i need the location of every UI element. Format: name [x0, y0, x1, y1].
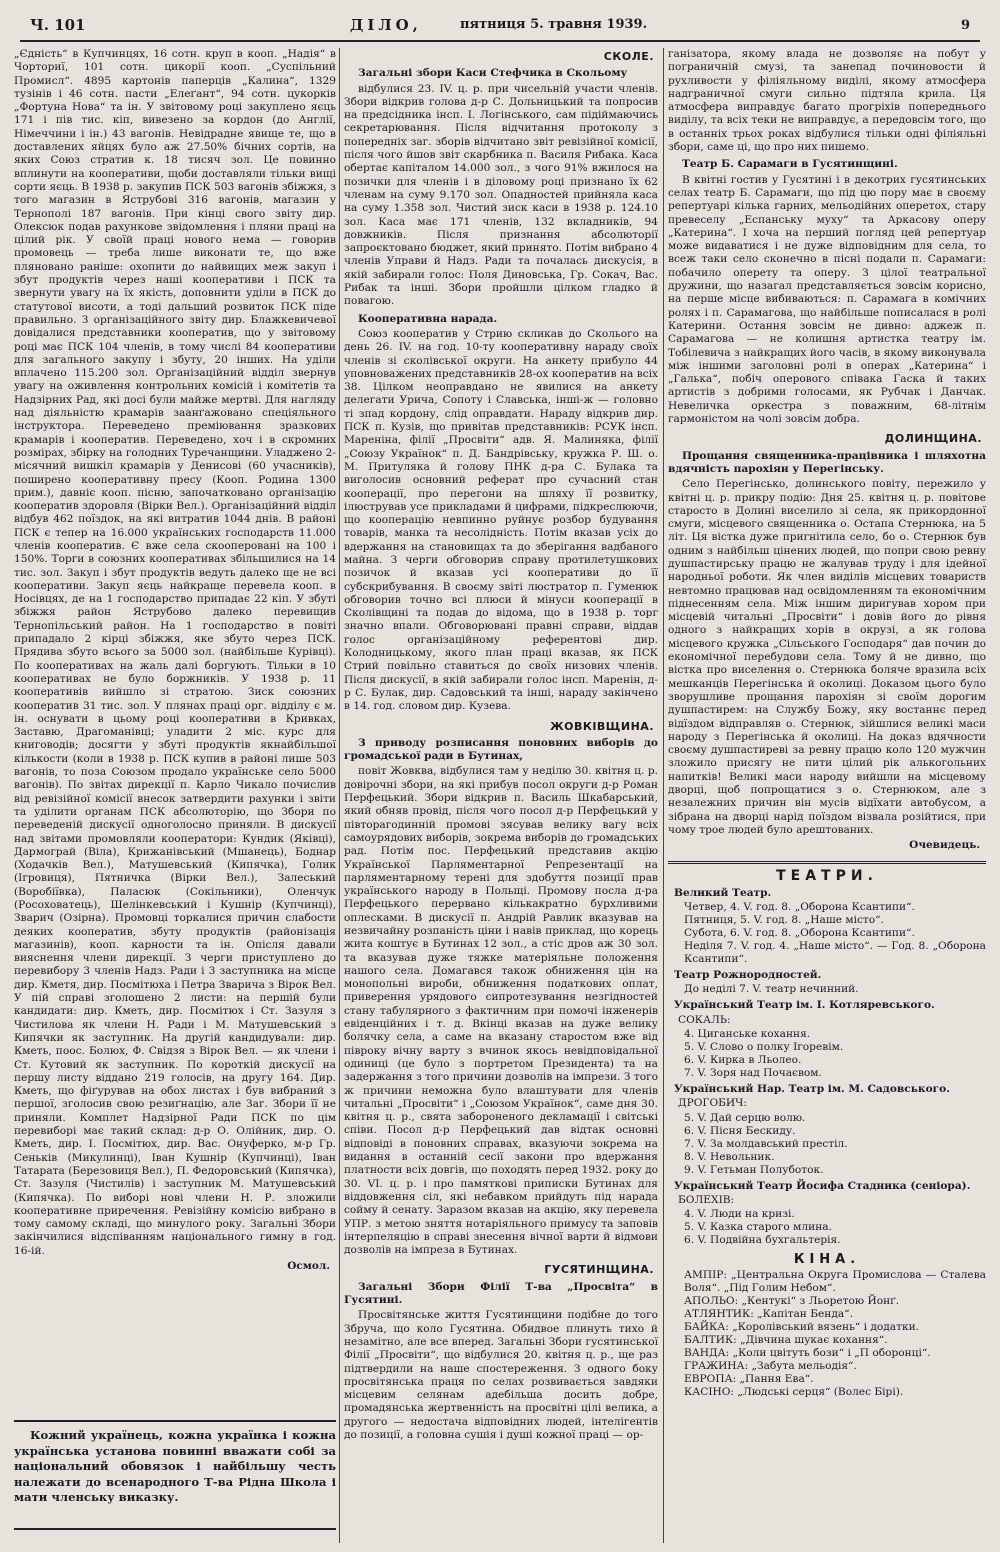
section-heading-dolynshchyna: ДОЛИНЩИНА.: [884, 432, 982, 446]
cinema-line: ГРАЖИНА: „Забута мельодія“.: [684, 1360, 857, 1373]
article-subheading: Театр Б. Сарамаги в Гусятинщині.: [682, 158, 898, 171]
theatres-listing: [668, 861, 986, 1400]
article-paragraph: „Єдність“ в Купчинцях, 16 сотн. круп в кооп. „Надія“ в Чорториї, 101 сотн. цикорії кооп. „Суспільний Промисл“. 4895 картонів паперців „Калина“, 1329 тузінів і 46 сотн. пасти „Елеґант“, 94 сотн. цукорків „Фортуна Нова“ та ін. У звітовому році закуплено яєць 171 і пів тис. кіп, вивезено за кордон (до Англії, Німеччини і ін.) 43 вагонів. Невідрадне явище те, що в доставлених яйцях було аж 27.50% бічних сортів, на яких Союз стратив к. 18 тисяч зол. Це повинно вплинути на кооперативи, щоби доставляли тільки вищі сорти яєць. В 1938 р. закупив ПСК 503 вагонів збіжжя, з того магазин в Яструбові 316 вагонів, магазин у Тернополі 187 вагонів. При кінці свого звіту дир. Олексюк подав рахункове звідомлення і пляни праці на цілий рік. У своїй праці нового нема — говорив промовець — треба лише виконати те, що вже пляновано раніше: охопити до найвищих меж закуп і збут продуктів через наші кооперативи і ПСК та звернути увагу на їх якість, доповнити уділи в ПСК до статутової висоти, а тоді дальший розвиток ПСК піде правильно. З організаційного звіту дир. Блажкевичевої довідалися представники кооператив, що у звітовому році має ПСК 104 членів, в тому числі 84 кооперативи для загального закупу і збуту, 20 інших. На уділи вплачено 115.200 зол. Організаційний відділ звернув увагу на оживлення контрольних комісій і комітетів та Надзірних Рад, які досі були майже мертві. Для нагляду над діяльністю крамарів заанґажовано спеціяльного інструктора. Переведено преміювання зразкових крамарів і кооператив. Переведено, хоч і в скромних розмірах, збірку на голодних Туречанщини. Уладжено 2-місячний вишкіл крамарів у Денисові (60 учасників), поширено кооперативну пресу (Кооп. Родина 1300 прим.), давніє кооп. пісню, започатковано організацію кооператив здоровля (Вірки Вел.). Організаційний відділ відбув 462 поїздок, на які витратив 1044 днів. В районі ПСК є тепер на 16.000 українських господарств 11.000 членів кооператив. Є вже села скооперовані на 100 і 150%. Торги в союзних кооперативах збільшилися на 14 тис. зол. Закуп і збут продуктів ведуть далеко ще не всі кооперативи. Закуп яєць найкраще перевела кооп. в Носівцях, де на 1 господарство припадає 22 кіп. У збуті збіжжя район Яструбово далеко перевищив Тернопільський район. На 1 господарство в повіті припадало 2 кірці збіжжя, яке збуто через ПСК. Прядива збуто всього за 5000 зол. (найбільше Курівці). По кооперативах на жаль далі боргують. Тільки в 10 кооперативах не було боржників. У 1938 р. 11 кооперативів вийшло зі стратою. Зиск союзних кооператив 31 тис. зол. У плянах праці орг. відділу є м. ін. оснувати в цьому році кооперативи в Кривках, Заставю, Драгоманівці; уладити 2 міс. курс для книговодів; досягти у збуті продуктів якнайбільшої кількости (коли в 1938 р. ПСК купив в районі лише 503 вагонів, то поза Союзом продало українське село 5000 вагонів). По звітах дирекції п. Карло Чикало почислив від ревізійної комісії внесок затвердити рахунки і звіти та уділити органам ПСК абсолюторію, що Збори по переведеній дискусії одноголосно приняли. В дискусії над звітами промовляли кооператори: Кундик (Яківці), Дармограй (Віла), Крижанівський (Мшанець), Боднар (Ходачків Вел.), Матушевський (Кипячка), Голик (Ігровиця), Пятничка (Вірки Вел.), Залеський (Воробіївка), Паласюк (Сокільники), Оленчук (Росоховатець), Шелінкевський і Кушнір (Купчинці), Зварич (Озірна). Промовці торкалися причин слабости деяких кооператив, збуту продуктів (районізація магазинів), кооп. карности та ін. Опісля давали вияснення члени дирекції. З черги приступлено до перевибору 3 членів Надз. Ради і 3 заступника на місце дир. Кметя, дир. Посмітюха і Петра Зварича з Вірок Вел. У пій справі зголошено 2 листи: на першій були кандидати: дир. Кметь, дир. Посмітюх і Ст. Зазуля з Чистилова як члени Н. Ради і М. Матушевський з Кипячки як заступник. На другій кандидували: дир. Кметь, поос. Болюх, Ф. Свідзя з Вірок Вел. — як члени і Ст. Кутовий як заступник. По короткій дискусії на першу листу віддано 219 голосів, на другу 164. Дир. Кметь, що фіґурував на обох листах і був вибраний з першої, зголосив свою резиґнацію, але Заг. Збори її не приняли. Комплет Надзірної Ради ПСК по цім перевиборі має такий склад: д-р О. Олійник, дир. О. Кметь, дир. І. Посмітюх, дир. Вас. Онуферко, м-р Гр. Сеньків (Микулинці), Іван Кушнір (Купчинці), Іван Татарата (Березовиця Вел.), П. Федоровський (Кипячка), Ст. Зазуля (Чистилів) і заступник М. Матушевський (Кипячка). По виборі нові члени Н. Р. зложили кооперативне приречення. Ревізійну комісію вибрано в тому самому складі, що минулого року. Загальні Збори закінчилися відспіванням національного гимну в год. 16-ій.: [14, 48, 336, 1257]
show-line: 6. V. Кирка в Льолео.: [684, 1054, 802, 1066]
theatre-city: ДРОГОБИЧ:: [678, 1097, 747, 1110]
newspaper-title: ДІЛО,: [350, 16, 422, 34]
show-line: 9. V. Гетьман Полуботок.: [684, 1163, 824, 1176]
article-signature: Осмол.: [287, 1260, 330, 1273]
cinema-line: КАСІНО: „Людські серця“ (Волес Бірі).: [684, 1386, 904, 1399]
section-heading-skole: СКОЛЕ.: [603, 50, 654, 63]
show-line: 8. V. Невольник.: [684, 1150, 775, 1163]
article-paragraph: В квітні гостив у Гусятині і в декотрих гусятинських селах театр Б. Сарамаги, що під цю пору має в своєму репертуарі кілька гарних, мельодійних оперетох, стару превеселу „Еспанську муху“ та Аркасову оперу „Катерина“. І хоча на перший погляд цей репертуар може видаватися і не дуже відповідним для села, то всеж таки село сконечно в пісні подали п. Сарамаги: побачило оперету та оперу. З цілої театральної дружини, що назагал представляється зовсім корисно, на перше місце вибиваються: п. Сарамага в комічних ролях і п. Сарамагова, що найбільше пописалася в ролі Катерини. Остання зовсім не дивно: аджеж п. Сарамагова — не колишня артистка театру ім. Тобілевича з найкращих його часів, в якому виконувала між іншими заголовні ролі в операх „Катерина“ і „Галька“, побіч оперового співака Гаска й таких артистів з добрими голосами, як Рубчак і Данчак. Невеличка оркестра з поважним, 68-літнім гармоністом на чолі зовсім добра.: [668, 173, 986, 426]
show-line: 7. V. Зоря над Почаєвом.: [684, 1067, 822, 1079]
cinema-line: ВАНДА: „Коли цвітуть бози“ і „П оборонці“.: [684, 1347, 931, 1360]
show-line: Четвер, 4. V. год. 8. „Оборона Ксантипи“.: [684, 901, 915, 914]
column-1: [14, 48, 336, 1418]
article-paragraph: відбулися 23. IV. ц. р. при чисельній участи членів. Збори відкрив голова д-р С. Дольницький та попросив на предсідника інсп. І. Логінського, сам підіймаючись секретарювання. Після відчитання протоколу з попередніх заг. зборів відчитано звіт ревізійної комісії, після чого йшов звіт скарбника п. Василя Рибака. Каса обертає капіталом 14.000 зол., з чого 91% вжилося на позички для членів і в діловому році признано їх 62 членам на суму 9.170 зол. Опадностей прийняла каса на суму 1.358 зол. Чистий зиск каси в 1938 р. 124.10 зол. Каса має 171 членів, 132 вкладників, 94 довжників. Після признання абсолюторії запроєктовано бюджет, який принято. Потім вибрано 4 членів Управи й Надз. Ради та почалась дискусія, в якій забирали голос: Поля Диновська, Гр. Сокач, Вас. Рибак та інші. Збори пройшли цілком гладко й повагою.: [344, 82, 658, 308]
rodna-shkola-appeal: [14, 1420, 336, 1530]
show-line: 4. Циганське кохання.: [684, 1028, 811, 1040]
column-rule-2: [663, 48, 664, 1543]
issue-number: Ч. 101: [30, 16, 86, 34]
show-line: 5. V. Дай серцю волю.: [684, 1111, 806, 1124]
article-paragraph: Село Перегінсько, долинського повіту, пережило у квітні ц. р. прикру подію: Дня 25. квітня ц. р. повітове старосто в Долині виселило зі села, як прикордонної смуги, місцевого священника о. Остапа Стернюка, на 5 літ. Ця вістка дуже пригнітила село, бо о. Стернюк був одним з найбільш цінених людей, що попри свою ревну душпастирську працю не жалував труду і для ідейної народньої роботи. Як член виділів місцевих товариств невтомно працював над освідомленням та економічним піднесенням села. Між іншим диригував хором при місцевій читальні „Просвіти“ і довів його до рівня одного з найкращих хорів в окрузі, а як голова місцевого кружка „Сільського Господаря“ дав почин до економічної перебудови села. Тому й не дивно, що вістка про виселення о. Стернюка боляче вразила всіх мешканців Перегінська й околиці. Доказом цього було зворушливе прощання парохіян зі своїм дорогим душпастирем: на Службу Божу, яку востаннє перед відїздом відправляв о. Стернюк, зійшлися великі маси народу з Перегінська й околиці. На доказ вдячности своєму душпастиреві за ревну працю коло 120 мужчин зложило присягу не пити цілий рік алькогольних напитків! Великі маси народу вийшли на місцевому дворці, щоб попрощатися з о. Стернюком, але з незалежних причин він мусів відїхати автобусом, а зібрана на дворці нарід поїздом візвала розійтися, при чому трое людей було арештованих.: [668, 478, 986, 836]
article-subheading: З приводу розписання поновних виборів до громадської ради в Бутинах,: [344, 736, 658, 763]
show-line: 5. V. Слово о полку Ігоревім.: [684, 1041, 844, 1053]
cinema-line: БАЛТИК: „Дівчина шукає кохання“.: [684, 1334, 888, 1347]
column-2: [344, 48, 658, 1548]
theatre-city: БОЛЕХІВ:: [678, 1193, 735, 1206]
theatre-venue: Театр Рожнородностей.: [674, 969, 822, 982]
show-line: 6. V. Подвійна бухгальтерія.: [684, 1234, 841, 1247]
cinema-line: АМПІР: „Центральна Округа Промислова — Сталева Воля“. „Під Голим Небом“.: [684, 1269, 986, 1295]
show-line: До неділі 7. V. театр нечинний.: [684, 983, 859, 996]
show-line: 5. V. Казка старого млина.: [684, 1221, 832, 1234]
section-heading-zhovkivshchyna: ЖОВКІВЩИНА.: [550, 719, 654, 733]
article-paragraph: Союз кооператив у Стрию скликав до Сколього на день 26. IV. на год. 10-ту кооперативну нараду своїх членів зі сколівської округи. На анкету прибуло 44 уповноважених представників 28-ох кооператив на всіх 38. Цілком неоправдано не явилися на анкету делегати Урича, Сопоту і Славська, інші-ж — головно ті зпад кордону, слід оправдати. Нараду відкрив дир. ПСК п. Кузів, що привітав представників: РСУК інсп. Мареніна, філії „Просвіти“ адв. Я. Малиняка, філії „Союзу Українок“ п. Д. Бандрівську, кружка Р. Ш. о. М. Притуляка й голову ПНК д-ра С. Булака та виголосив основний реферат про сучасний стан кооперації, про перегони на шляху її розвитку, ілюстрував усе прикладами й цифрами, підкреслюючи, що кооперацію невпинно руйнує розбор будування товарів, манка та несолідність. Потім вказав усіх до вдержання на становищах та до зберігання вадбаного майна. З черги обговорив справу протилетушкових позичок й вказав усі кооперативи до її субскрибування. В своєму звіті люстратор п. Гуменюк обговорив точно всі плюси й мінуси кооперації в Сколівщині та подав до відома, що в 1938 р. торг значно впали. Обговорювані правні справи, віддав голос організаційному референтові дир. Колодницькому, якого план праці вказав, як ПСК Стрий повільно ставиться до своїх низових членів. Після дискусії, в якій забирали голос інсп. Маренін, д-р С. Булак, дир. Садовський та інші, нараду закінчено в 14. год. словом дир. Кузева.: [344, 327, 658, 713]
cinemas-title: КІНА.: [793, 1252, 861, 1268]
show-line: Неділя 7. V. год. 4. „Наше місто“. — Год. 8. „Оборона Ксантипи“.: [684, 940, 986, 966]
article-subheading: Кооперативна нарада.: [358, 312, 498, 325]
show-line: 4. V. Люди на кризі.: [684, 1208, 795, 1221]
page-number: 9: [960, 18, 970, 33]
cinema-line: АТЛЯНТИК: „Капітан Бенда“.: [684, 1308, 853, 1321]
show-line: 7. V. За молдавський престіл.: [684, 1137, 848, 1150]
article-subheading: Прощання священника-працівника і шляхотна вдячність парохіян у Перегінську.: [668, 449, 986, 475]
article-paragraph: ганізатора, якому влада не дозволяє на побут у пограничній смузі, та занепад починовости й рухливости у філіяльному виділі, якому атмосфера надграничної смуги сильно підтяла крила. Ця атмосфера виправдує багато прогріхів попереднього виділу, та всіх теки не виправдує, а передовсім того, що в останніх трьох роках відбулися тільки одні філіяльні збори, саме ці, що про них пишемо.: [668, 48, 986, 154]
theatre-venue: Український Нар. Театр ім. М. Садовського.: [674, 1083, 950, 1095]
cinema-line: БАЙКА: „Королівський вязень“ і додатки.: [684, 1321, 920, 1334]
article-signature: Очевидець.: [909, 839, 980, 852]
show-line: Субота, 6. V. год. 8. „Оборона Ксантипи“.: [684, 927, 915, 940]
theatre-city: СОКАЛЬ:: [678, 1013, 731, 1026]
section-heading-husiatynshchyna: ГУСЯТИНЩИНА.: [544, 1263, 654, 1277]
theatres-title: ТЕАТРИ.: [776, 867, 878, 884]
article-paragraph: Просвітянське життя Гусятинщини подібне до того Збруча, що коло Гусятина. Обидвое плинуть тихо й незамітно, але все вперед. Загальні Збори гусятинської Філії „Просвіти“, що відбулися 20. квітня ц. р., ще раз підтвердили на наше спостереження. З одного боку просвітянська праця по селах розвивається завдяки місцевим селянам адебільша досить добре, промадянська жертвенність на просвітні цілі велика, а другого — недостача відповідних людей, інтелігентів до позиції, а головна сушія і душі кожної праці — ор-: [344, 1309, 658, 1441]
article-paragraph: повіт Жовква, відбулися там у неділю 30. квітня ц. р. довірочні збори, на які прибув посол округи д-р Роман Перфецький. Збори відкрив п. Василь Шкабарський, який обняв провід, після чого посол д-р Перфецький у півторагодинній промові зясував велику вагу всіх самоурядових виборів, зокрема виборів до громадських рад. Потім пос. Перфецький представив акцію Української Парляментарної Репрезентації на парляментарному терені для здобуття позиції прав українського народу в Польщі. Промову посла д-ра Перфецького перервано кількакратно бурхливими оплесками. В дискусії п. Андрій Равлик вказував на незвичайну розпаність ціни і навів приклад, що корець жита коштує в Бутинах 12 зол., а стіс дров аж 30 зол. та вказував дуже тяжке матеріяльне положення нашого села. Домагався також обниження цін на монопольні вироби, обниження податкових оплат, приверення урядового сипротезування незгідностей стану табулярного з фактичним при помочі інженерів евіденційних і т. д. Вкінці вказав на дуже велику болячку села, а саме на вказану старостом вже від півроку вічну варту з вчинок якось невідповідальної одиниці (це було з портретом Президента) та на задержання з того причини дозволів на імпрези. З того ж причини неможна було влаштувати для членів читальні „Просвіти“ і „Союзом Українок“, саме дня 30. квітня ц. р., свята забороненого декламації і світські співи. Посол д-р Перфецький дав відтак основні відповіді в поновних справах, вказуючи зокрема на видання в останній сесії закони про вдержання платности всіх довгів, що походять перед 1932. року до 30. VI. ц. р. і про памяткові приписки Бутинах для віддовження сіл, які небавком прийдуть під нарада сойму й сенату. Заразом вказав на акцію, яку перевела УПР. з метою зняття нотаріяльного примусу та заповів інтерпеляцію в справі знесення вічної варти й відмови дозволів на імпреза в Бутинах.: [344, 765, 658, 1257]
cinema-line: АПОЛЬО: „Кентукі“ з Льоретою Йонґ.: [684, 1295, 900, 1308]
show-line: Пятниця, 5. V. год. 8. „Наше місто“.: [684, 914, 884, 927]
page-header: [20, 12, 980, 42]
show-line: 6. V. Пісня Бескиду.: [684, 1124, 796, 1137]
appeal-text: Кожний українець, кожна українка і кожна українська установа повинні вважати собі за національний обовязок і найбільшу честь належати до всенародного Т-ва Рідна Школа і мати членську виказку.: [14, 1428, 336, 1504]
column-rule-1: [339, 48, 340, 1543]
theatre-venue: Український Театр ім. І. Котляревського.: [674, 999, 935, 1012]
issue-date: пятниця 5. травня 1939.: [460, 17, 648, 32]
cinema-line: ЕВРОПА: „Пання Ева“.: [684, 1373, 814, 1386]
theatre-venue: Великий Театр.: [674, 886, 772, 899]
article-subheading: Загальні збори Каси Стефчика в Скольому: [358, 67, 628, 80]
column-3: [668, 48, 986, 1548]
theatre-venue: Український Театр Йосифа Стадника (сеніора).: [674, 1179, 971, 1192]
article-subheading: Загальні Збори Філії Т-ва „Просвіта“ в Гусятині.: [344, 1280, 658, 1307]
